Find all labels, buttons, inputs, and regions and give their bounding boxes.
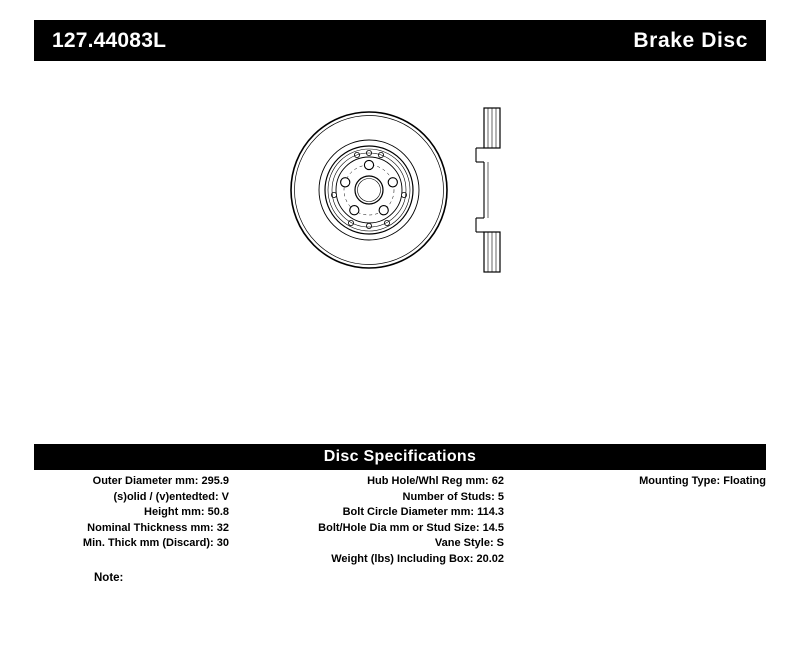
spec-item: Height mm: 50.8 [144, 506, 229, 518]
spec-item: (s)olid / (v)entedted: V [113, 490, 229, 503]
spec-item: Vane Style: S [434, 537, 504, 549]
brake-disc-face-svg [289, 110, 449, 270]
spec-item: Bolt/Hole Dia mm or Stud Size: 14.5 [318, 521, 504, 534]
part-number: 127.44083L [52, 29, 167, 52]
specs-column-right [524, 474, 766, 490]
spec-item: Mounting Type: Floating [639, 475, 766, 487]
specs-column-middle [239, 474, 504, 567]
spec-item: Min. Thick mm (Discard): 30 [82, 537, 229, 549]
specs-column-left [34, 474, 229, 552]
specs-section-title: Disc Specifications [323, 448, 477, 465]
spec-item: Hub Hole/Whl Reg mm: 62 [367, 475, 504, 487]
spec-item: Number of Studs: 5 [402, 490, 504, 503]
spec-item: Outer Diameter mm: 295.9 [92, 475, 229, 487]
page-title: Brake Disc [633, 29, 748, 52]
brake-disc-edge-svg [464, 100, 524, 280]
brake-disc-face-view [289, 110, 449, 275]
specs-body [34, 474, 766, 594]
brake-disc-edge-view [464, 100, 524, 285]
header-bar [34, 20, 766, 61]
note-label: Note: [94, 572, 124, 584]
spec-item: Weight (lbs) Including Box: 20.02 [331, 552, 504, 565]
product-drawing [34, 75, 766, 430]
spec-item: Nominal Thickness mm: 32 [87, 521, 229, 534]
specs-header-bar [34, 444, 766, 470]
stud-holes [341, 160, 398, 214]
spec-item: Bolt Circle Diameter mm: 114.3 [342, 506, 504, 518]
